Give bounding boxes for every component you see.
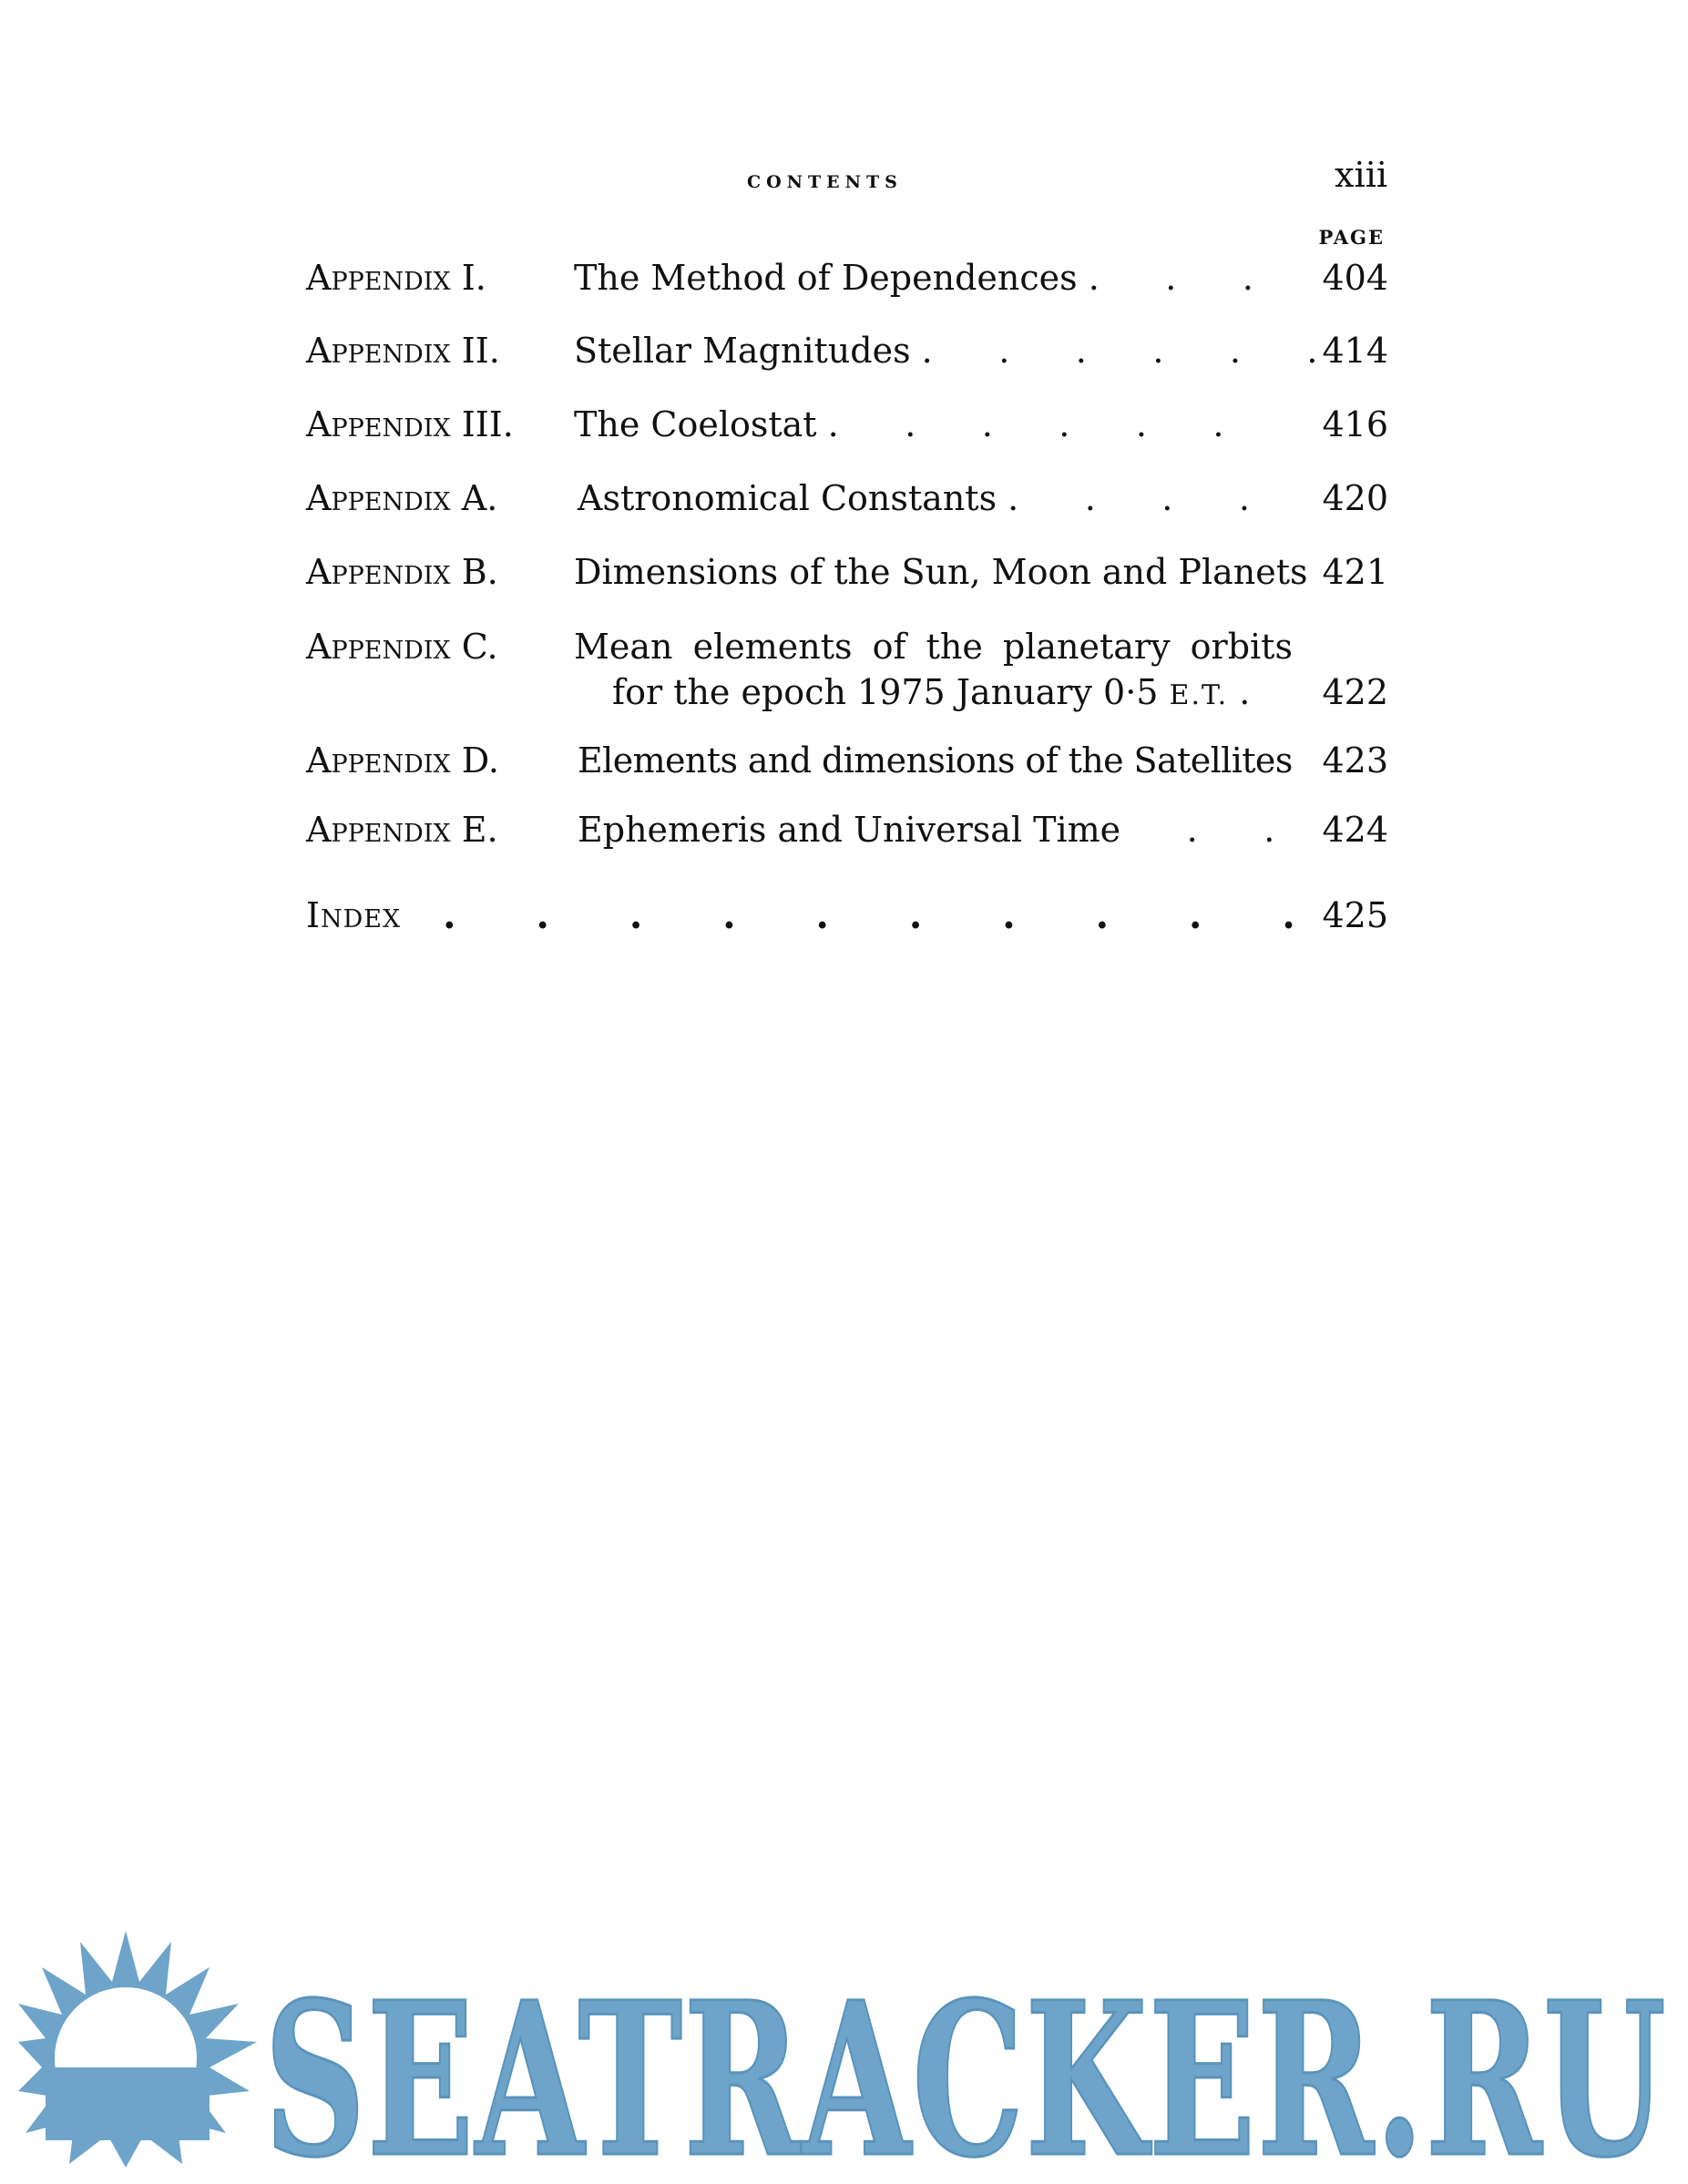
entry-title: Dimensions of the Sun, Moon and Planets bbox=[574, 552, 1308, 592]
leader-dots: . . . . . . bbox=[816, 404, 1224, 444]
page-folio: xiii bbox=[1335, 155, 1387, 195]
entry-title: Astronomical Constants . . . . bbox=[578, 478, 1250, 518]
entry-label: Appendix B. bbox=[306, 552, 498, 592]
leader-dots: . . . . . . bbox=[910, 331, 1318, 371]
sun-burst-emblem bbox=[18, 1931, 1670, 2184]
entry-page-number: 416 bbox=[1322, 404, 1388, 444]
page-column-label: PAGE bbox=[1318, 226, 1385, 249]
entry-page-number: 421 bbox=[1322, 552, 1388, 592]
entry-title: The Coelostat . . . . . . bbox=[574, 404, 1224, 444]
leader-dots: . . . . bbox=[997, 478, 1250, 518]
entry-page-number: 414 bbox=[1322, 331, 1388, 371]
entry-page-number: 424 bbox=[1322, 810, 1388, 850]
entry-page-number: 425 bbox=[1322, 895, 1388, 935]
entry-title-continuation: for the epoch 1975 January 0·5 E.T. . bbox=[612, 672, 1251, 712]
toc-entry-appendix-c[interactable] bbox=[306, 624, 1388, 715]
entry-title: Elements and dimensions of the Satellites bbox=[578, 740, 1293, 781]
entry-label: Appendix III. bbox=[306, 404, 514, 444]
running-title: contents bbox=[747, 166, 903, 194]
entry-label: Index bbox=[306, 895, 402, 935]
entry-page-number: 404 bbox=[1322, 258, 1388, 298]
running-head bbox=[0, 155, 1688, 208]
watermark-text: SEATRACKER.RU bbox=[264, 1955, 1667, 2184]
entry-title: The Method of Dependences . . . bbox=[574, 258, 1253, 298]
entry-label: Appendix A. bbox=[306, 478, 498, 518]
entry-label: Appendix I. bbox=[306, 258, 486, 298]
entry-label: Appendix E. bbox=[306, 810, 498, 850]
entry-title: Ephemeris and Universal Time . . bbox=[578, 810, 1275, 850]
entry-label: Appendix D. bbox=[306, 740, 499, 781]
entry-page-number: 422 bbox=[1322, 672, 1388, 712]
entry-title: Mean elements of the planetary orbits bbox=[574, 627, 1293, 667]
leader-dots: . bbox=[1228, 672, 1251, 712]
entry-page-number: 423 bbox=[1322, 740, 1388, 781]
leader-dots: . . . . . . . . . . bbox=[443, 893, 1295, 937]
entry-page-number: 420 bbox=[1322, 478, 1388, 518]
leader-dots: . . . bbox=[1077, 258, 1253, 298]
entry-title: Stellar Magnitudes . . . . . . bbox=[574, 331, 1318, 371]
leader-dots: . . bbox=[1120, 810, 1275, 850]
entry-label: Appendix C. bbox=[306, 627, 498, 667]
entry-label: Appendix II. bbox=[306, 331, 500, 371]
watermark bbox=[18, 1931, 1670, 2184]
